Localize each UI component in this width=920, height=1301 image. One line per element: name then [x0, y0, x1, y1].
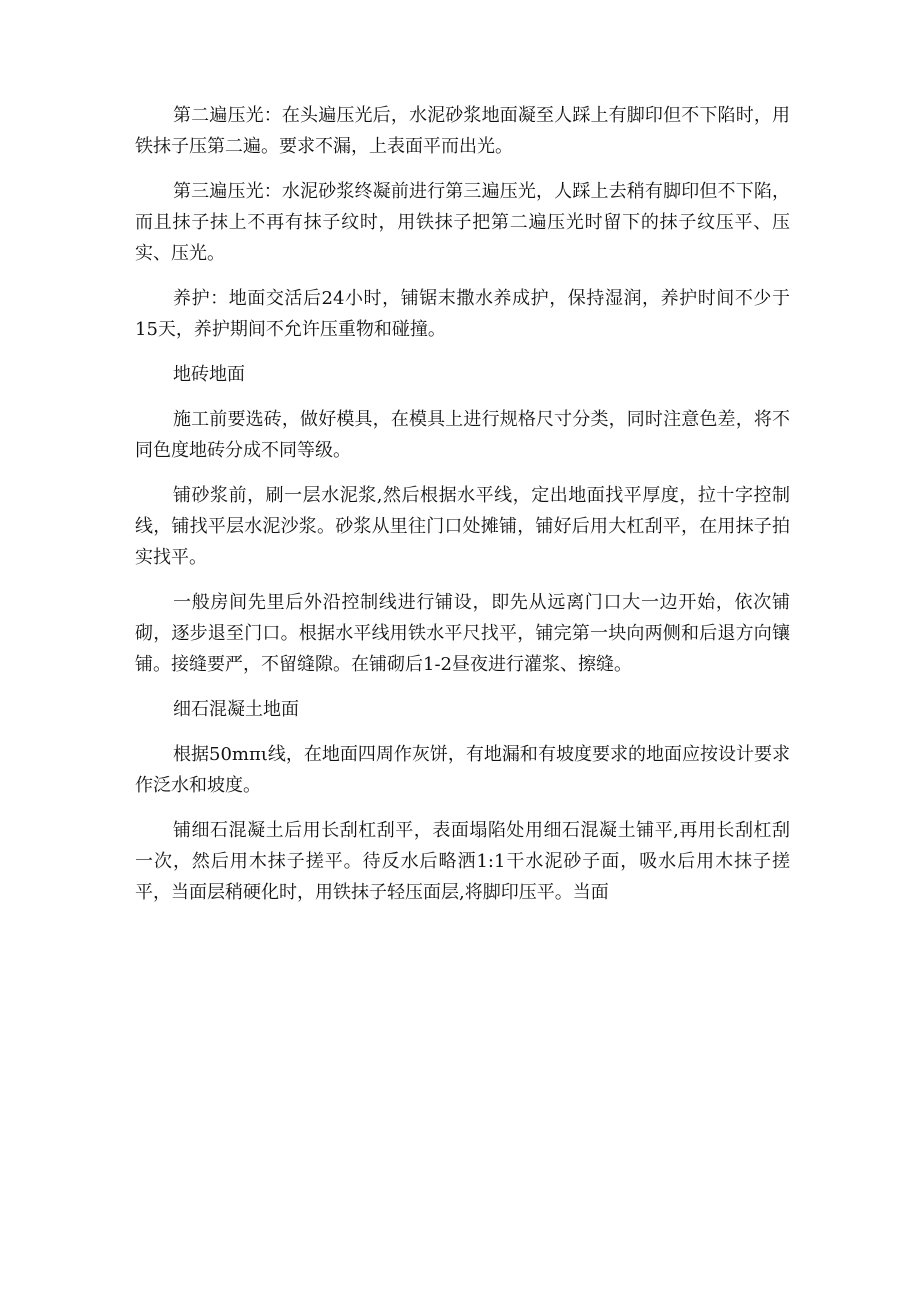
- section-heading-tile-floor: 地砖地面: [173, 364, 245, 385]
- paragraph-tile-laying-order: 一般房间先里后外沿控制线进行铺设，即先从远离门口大一边开始，依次铺砌，逐步退至门口。根据水平线用铁水平尺找平，铺完第一块向两侧和后退方向镶铺。接缝要严，不留缝隙。在铺砌后1-2昼夜进行灌浆、擦缝。: [135, 592, 790, 675]
- paragraph-second-pressing: 第二遍压光：在头遍压光后，水泥砂浆地面凝至人踩上有脚印但不下陷时，用铁抹子压第二遍。要求不漏，上表面平而出光。: [135, 105, 790, 157]
- section-heading-fine-concrete-floor: 细石混凝土地面: [173, 699, 299, 720]
- document-body: [135, 100, 790, 908]
- paragraph-mortar-laying: 铺砂浆前，刷一层水泥浆,然后根据水平线，定出地面找平厚度，拉十字控制线，铺找平层水泥沙浆。砂浆从里往门口处摊铺，铺好后用大杠刮平，在用抹子拍实找平。: [135, 485, 790, 568]
- paragraph-curing: 养护：地面交活后24小时，铺锯末撒水养成护，保持湿润，养护时间不少于15天，养护期间不允许压重物和碰撞。: [135, 288, 790, 340]
- paragraph-tile-selection: 施工前要选砖，做好模具，在模具上进行规格尺寸分类，同时注意色差，将不同色度地砖分成不同等级。: [135, 409, 790, 461]
- paragraph-third-pressing: 第三遍压光：水泥砂浆终凝前进行第三遍压光，人踩上去稍有脚印但不下陷，而且抹子抹上不再有抹子纹时，用铁抹子把第二遍压光时留下的抹子纹压平、压实、压光。: [135, 181, 790, 264]
- paragraph-level-marks: 根据50mπι线，在地面四周作灰饼，有地漏和有坡度要求的地面应按设计要求作泛水和坡度。: [135, 744, 790, 796]
- paragraph-fine-concrete-laying: 铺细石混凝土后用长刮杠刮平，表面塌陷处用细石混凝土铺平,再用长刮杠刮一次，然后用木抹子搓平。待反水后略洒1:1干水泥砂子面，吸水后用木抹子搓平，当面层稍硬化时，用铁抹子轻压面层,将脚印压平。当面: [135, 820, 790, 903]
